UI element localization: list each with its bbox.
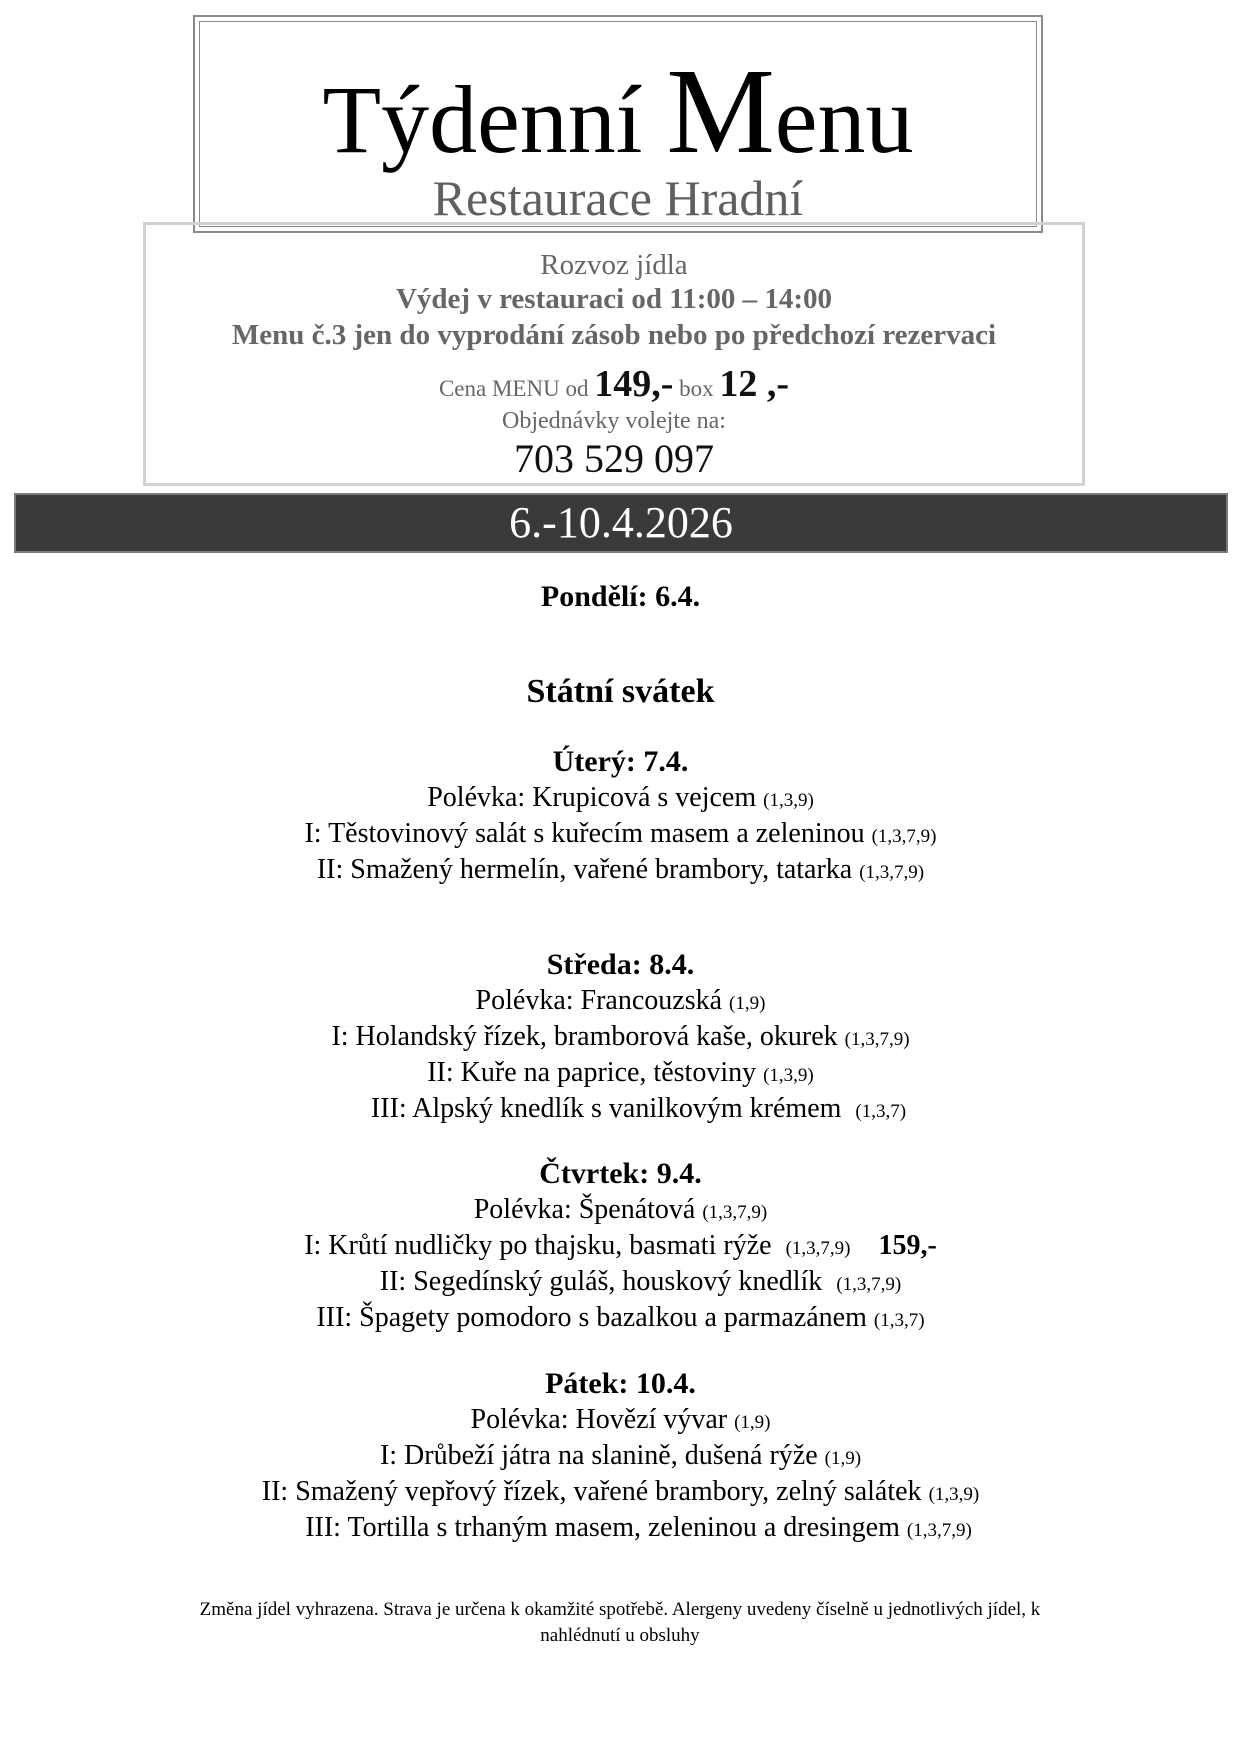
- delivery-text: Rozvoz jídla: [540, 249, 688, 281]
- meal-text: I: Těstovinový salát s kuřecím masem a zeleninou: [304, 818, 865, 849]
- allergens: (1,3,7,9): [785, 1238, 851, 1259]
- meal-text: II: Kuře na paprice, těstoviny: [427, 1057, 757, 1088]
- meal-text: II: Smažený hermelín, vařené brambory, tatarka: [316, 854, 853, 885]
- allergens: (1,3,7,9): [702, 1202, 768, 1223]
- title-part3: enu: [774, 66, 914, 173]
- tuesday-meal-1: [0, 818, 1241, 850]
- friday-meal-1: [0, 1440, 1241, 1472]
- allergens: (1,3,7,9): [859, 862, 925, 883]
- wednesday-soup: [0, 985, 1241, 1017]
- thursday-meal-3: [0, 1302, 1241, 1334]
- page-title: [195, 44, 1041, 179]
- thursday-meal-1: [0, 1230, 1241, 1262]
- title-part2: M: [666, 44, 775, 179]
- allergens: (1,3,9): [763, 790, 814, 811]
- title-box: [193, 15, 1043, 233]
- thursday-soup: [0, 1194, 1241, 1226]
- allergens: (1,3,7,9): [844, 1029, 910, 1050]
- pickup-hours: Výdej v restauraci od 11:00 – 14:00: [395, 283, 833, 315]
- week-date-band: 6.-10.4.2026: [14, 493, 1228, 553]
- allergens: (1,3,7,9): [836, 1274, 902, 1295]
- day-heading-tuesday: Úterý: 7.4.: [552, 745, 689, 778]
- box-value: 12 ,-: [719, 363, 790, 405]
- day-heading-monday: Pondělí: 6.4.: [540, 580, 701, 613]
- allergens: (1,9): [734, 1412, 771, 1433]
- allergens: (1,3,9): [763, 1065, 814, 1086]
- allergens: (1,9): [824, 1448, 862, 1469]
- meal-text: I: Drůbeží játra na slanině, dušená rýže: [379, 1440, 818, 1471]
- orders-label: Objednávky volejte na:: [502, 408, 726, 434]
- tuesday-soup: [0, 782, 1241, 814]
- friday-meal-2: [0, 1476, 1241, 1508]
- allergens: (1,3,7): [873, 1310, 925, 1331]
- allergens: (1,3,7): [855, 1101, 907, 1122]
- info-box: [143, 222, 1085, 486]
- day-heading-friday: Pátek: 10.4.: [545, 1367, 696, 1400]
- menu3-note: Menu č.3 jen do vyprodání zásob nebo po předchozí rezervaci: [231, 319, 997, 351]
- meal-price: 159,-: [878, 1230, 937, 1261]
- soup-text: Polévka: Francouzská: [475, 985, 723, 1016]
- title-part1: Týdenní: [322, 66, 667, 173]
- friday-soup: [0, 1404, 1241, 1436]
- allergens: (1,3,9): [928, 1484, 980, 1505]
- meal-text: I: Krůtí nudličky po thajsku, basmati rýže: [304, 1230, 772, 1261]
- meal-text: I: Holandský řízek, bramborová kaše, okurek: [331, 1021, 838, 1052]
- soup-text: Polévka: Krupicová s vejcem: [427, 782, 757, 813]
- meal-text: III: Tortilla s trhaným masem, zeleninou a dresingem: [305, 1512, 900, 1543]
- day-heading-wednesday: Středa: 8.4.: [546, 948, 695, 981]
- price-label: Cena MENU od: [438, 376, 589, 401]
- price-value: 149,-: [594, 363, 674, 405]
- footer-note: [90, 1597, 1150, 1648]
- wednesday-meal-1: [0, 1021, 1241, 1053]
- phone-number: 703 529 097: [514, 436, 714, 481]
- footer-line-2: nahlédnutí u obsluhy: [540, 1624, 700, 1646]
- soup-text: Polévka: Špenátová: [473, 1194, 696, 1225]
- meal-text: III: Alpský knedlík s vanilkovým krémem: [370, 1093, 842, 1124]
- meal-text: III: Špagety pomodoro s bazalkou a parmazánem: [316, 1302, 867, 1333]
- footer-line-1: Změna jídel vyhrazena. Strava je určena k okamžité spotřebě. Alergeny uvedeny číselně u jednotlivých jídel, k: [199, 1599, 1041, 1620]
- box-label: box: [679, 376, 714, 401]
- allergens: (1,3,7,9): [871, 826, 937, 847]
- wednesday-meal-2: [0, 1057, 1241, 1089]
- wednesday-meal-3: [18, 1093, 1241, 1125]
- meal-text: II: Smažený vepřový řízek, vařené brambory, zelný salátek: [261, 1476, 922, 1507]
- restaurant-name: Restaurace Hradní: [432, 170, 804, 226]
- tuesday-meal-2: [0, 854, 1241, 886]
- monday-holiday-note: Státní svátek: [526, 673, 715, 710]
- meal-text: II: Segedínský guláš, houskový knedlík: [379, 1266, 823, 1297]
- friday-meal-3: [18, 1512, 1241, 1544]
- allergens: (1,3,7,9): [906, 1520, 972, 1541]
- allergens: (1,9): [729, 993, 766, 1014]
- soup-text: Polévka: Hovězí vývar: [470, 1404, 728, 1435]
- thursday-meal-2: [20, 1266, 1241, 1298]
- day-heading-thursday: Čtvrtek: 9.4.: [539, 1157, 702, 1190]
- price-line: [146, 362, 1082, 406]
